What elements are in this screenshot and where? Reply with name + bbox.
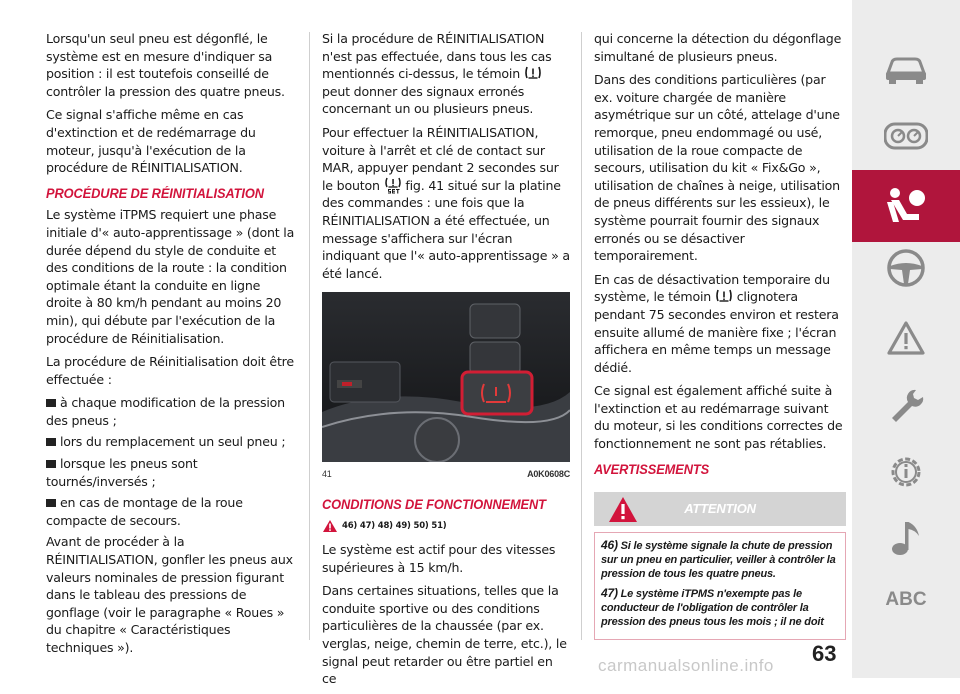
paragraph: Avant de procéder à la RÉINITIALISATION, gonfler les pneus aux valeurs nominales de pression figurant dans le tableau des pressions de gonflage (voir le paragraphe « Roues » du chapitre « Caractéristiques techniques »). — [46, 534, 293, 655]
column-1 — [46, 30, 298, 663]
wrench-icon — [886, 386, 926, 426]
tire-pressure-warning-icon — [524, 66, 542, 80]
list-item: en cas de montage de la roue compacte de secours. — [46, 494, 298, 529]
paragraph: qui concerne la détection du dégonflage simultané de plusieurs pneus. — [594, 31, 842, 64]
watermark: carmanualsonline.info — [598, 656, 774, 675]
text-segment: Pour effectuer la RÉINITIALISATION, voiture à l'arrêt et clé de contact sur MAR, appuyer pendant 2 secondes sur le bouton — [322, 124, 559, 193]
figure-code: A0K0608C — [527, 469, 570, 480]
warning-triangle-icon — [608, 496, 638, 523]
gear-info-icon — [886, 452, 926, 492]
paragraph — [322, 30, 570, 118]
column-divider — [309, 32, 310, 640]
steering-wheel-icon — [886, 248, 926, 288]
figure-41-photo — [322, 292, 570, 462]
warning-item — [601, 586, 839, 629]
warning-number: 46) — [601, 538, 618, 553]
warning-text: Le système iTPMS n'exempte pas le conducteur de l'obligation de contrôler la pression des pneus tous les mois ; il ne doit — [601, 588, 824, 629]
text-segment: fig. 41 situé sur la platine des commandes : une fois que la RÉINITIALISATION a été effectuée, un message s'affichera sur l'écran indiquant que l'« auto-apprentissage » a été lancé. — [322, 177, 570, 281]
paragraph: Le système est actif pour des vitesses supérieures à 15 km/h. — [322, 542, 556, 575]
list-item: lors du remplacement un seul pneu ; — [46, 433, 298, 451]
sidebar-item-index[interactable] — [852, 564, 960, 636]
text-segment: peut donner des signaux erronés concernant un ou plusieurs pneus. — [322, 83, 534, 117]
list-item: lorsque les pneus sont tournés/inversés ; — [46, 455, 298, 490]
attention-title: ATTENTION — [684, 501, 756, 517]
dashboard-gauges-icon — [884, 121, 928, 151]
car-icon — [884, 55, 928, 85]
sidebar-item-maintenance[interactable] — [852, 370, 960, 442]
tire-pressure-warning-icon — [715, 289, 733, 303]
page-number: 63 — [812, 641, 837, 666]
paragraph — [594, 271, 846, 377]
paragraph: Lorsqu'un seul pneu est dégonflé, le système est en mesure d'indiquer sa position : il est toutefois conseillé de contrôler la pression des quatre pneus. — [46, 31, 285, 99]
warning-text: Si le système signale la chute de pression sur un pneu en particulier, veiller à contrôler la pression de tous les quatre pneus. — [601, 540, 836, 581]
warning-references — [322, 518, 570, 536]
column-divider — [581, 32, 582, 640]
paragraph: Ce signal est également affiché suite à l'extinction et au redémarrage suivant du moteur, si les conditions correctes de fonctionnement ne sont pas rétablies. — [594, 383, 843, 452]
music-note-icon — [889, 518, 923, 558]
sidebar-item-driving[interactable] — [852, 232, 960, 304]
sidebar-item-emergency[interactable] — [852, 302, 960, 374]
paragraph: Le système iTPMS requiert une phase initiale d'« auto-apprentissage » (dont la durée dépend du style de conduite et des conditions de la route : la condition optimale étant la conduite en ligne droite à 80 km/h pendant au moins 20 min), qui débute par l'exécution de la procédure de Réinitialisation. — [46, 207, 295, 346]
warning-triangle-icon — [886, 320, 926, 356]
figure-number: 41 — [322, 469, 332, 480]
warning-number: 47) — [601, 586, 618, 601]
paragraph: La procédure de Réinitialisation doit être effectuée : — [46, 354, 294, 387]
column-2 — [322, 30, 570, 694]
chapter-sidebar — [852, 0, 960, 678]
section-heading-conditions: CONDITIONS DE FONCTIONNEMENT — [322, 496, 546, 512]
sidebar-item-vehicle[interactable] — [852, 34, 960, 106]
text-segment: En cas de désactivation temporaire du système, le témoin — [594, 271, 830, 305]
text-segment: clignotera pendant 75 secondes environ et restera ensuite allumé de manière fixe ; l'écran affichera en même temps un message dédié. — [594, 289, 839, 375]
section-heading-reset: PROCÉDURE DE RÉINITIALISATION — [46, 185, 264, 201]
index-label: ABC — [885, 589, 927, 610]
warning-triangle-icon — [322, 519, 338, 533]
section-heading-warnings: AVERTISSEMENTS — [594, 461, 710, 477]
reference-numbers: 46) 47) 48) 49) 50) 51) — [342, 520, 447, 531]
attention-banner — [594, 492, 846, 526]
sidebar-item-instruments[interactable] — [852, 100, 960, 172]
warning-item — [601, 538, 839, 581]
control-panel-illustration — [322, 292, 570, 462]
text-segment: Si la procédure de RÉINITIALISATION n'est pas effectuée, dans tous les cas mentionnés ci-dessus, le témoin — [322, 31, 552, 82]
airbag-seat-icon — [883, 186, 929, 226]
paragraph: Ce signal s'affiche même en cas d'extinction et de redémarrage du moteur, jusqu'à l'exécution de la procédure de RÉINITIALISATION. — [46, 107, 256, 176]
figure-caption — [322, 466, 570, 484]
paragraph — [322, 124, 570, 282]
sidebar-item-specifications[interactable] — [852, 436, 960, 508]
column-3 — [594, 30, 846, 640]
attention-box — [594, 532, 846, 640]
paragraph: Dans des conditions particulières (par ex. voiture chargée de manière asymétrique sur un côté, attelage d'une remorque, pneu endommagé ou usé, utilisation de la roue compacte de secours, utilisation du kit « Fix&Go », utilisation de chaînes à neige, utilisation de pneus différents sur les essieux), le système pourrait fournir des signaux erronés ou se désactiver temporairement. — [594, 72, 840, 264]
list-item: à chaque modification de la pression des pneus ; — [46, 394, 298, 429]
paragraph: Dans certaines situations, telles que la conduite sportive ou des conditions particulières de la chaussée (par ex. verglas, neige, chemin de terre, etc.), le signal peut retarder ou être partiel en ce — [322, 583, 567, 687]
tire-pressure-set-button-icon — [384, 177, 402, 194]
